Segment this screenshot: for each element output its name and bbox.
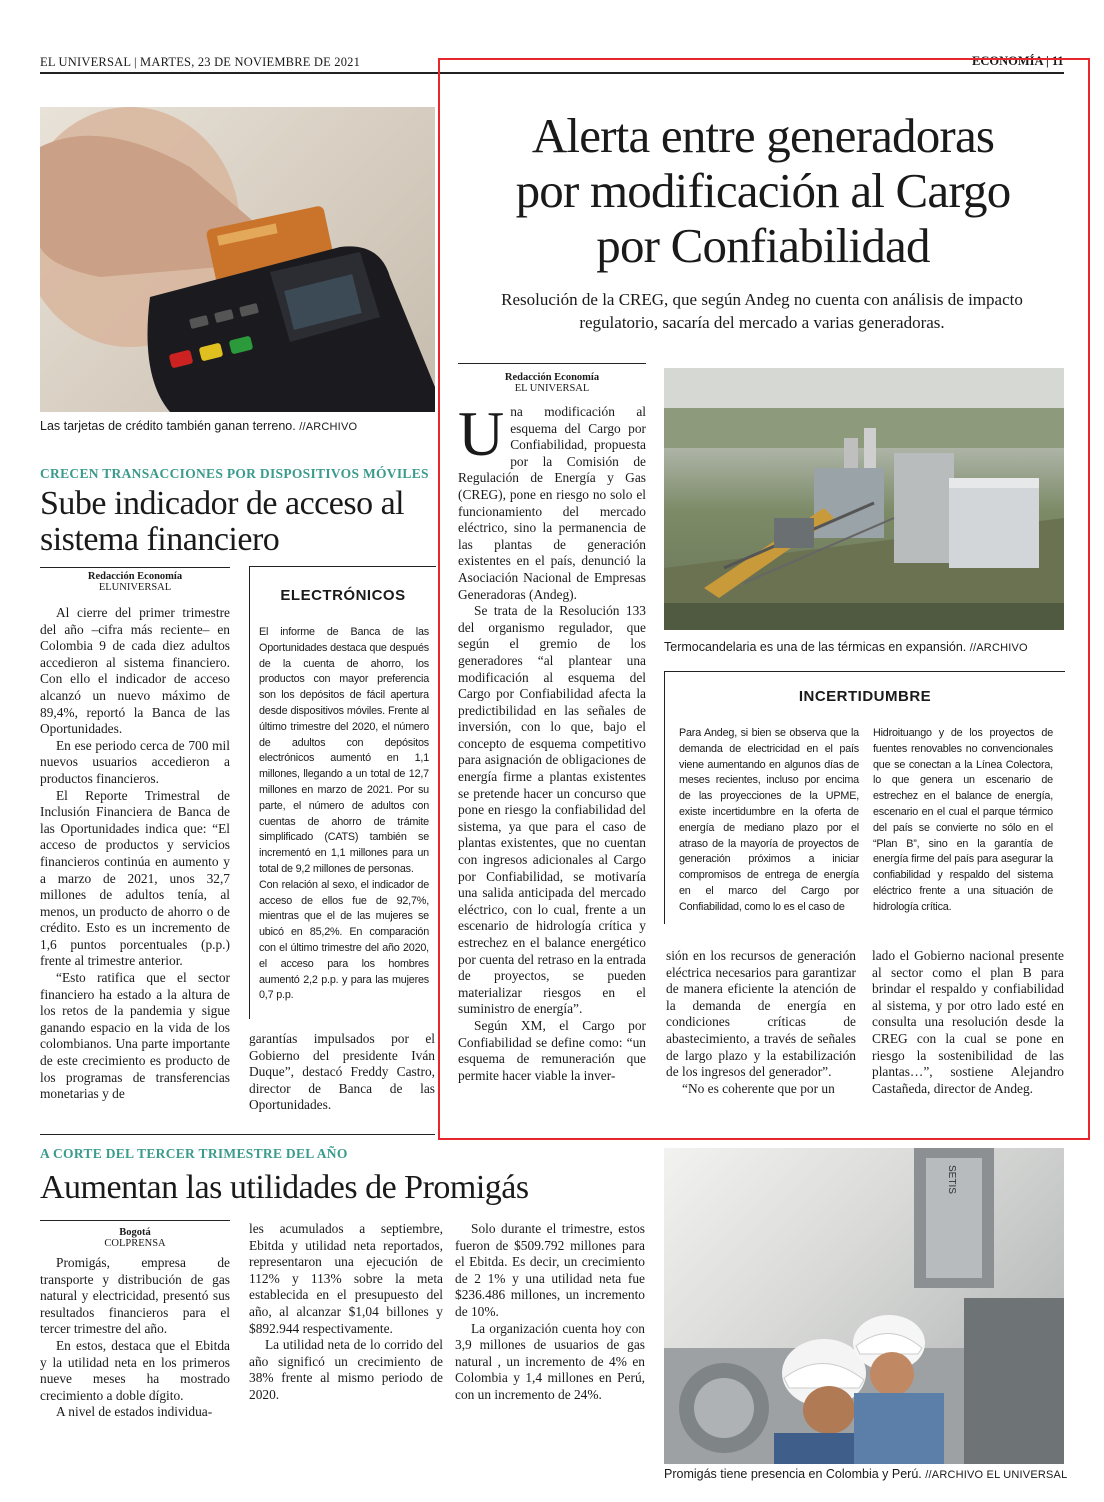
story2-byline [40, 1227, 230, 1249]
headline-line: por Confiabilidad [596, 218, 930, 273]
paragraph: les acumulados a septiembre, Ebitda y utilidad neta reportados, representaron una ejecución de 112% y 113% sobre la meta establecida en el presupuesto del año, al alcanzar $1,04 billones y $892.944 respectivamente. [249, 1221, 443, 1336]
workers-illustration [664, 1148, 1064, 1464]
paragraph: Promigás, empresa de transporte y distribución de gas natural y electricidad, presentó sus resultados financieros para el tercer trimestre del año. [40, 1255, 230, 1337]
incertidumbre-box [664, 671, 1065, 924]
page-header-right: ECONOMÍA | 11 [972, 54, 1064, 68]
box-title: ELECTRÓNICOS [280, 587, 406, 604]
paragraph [458, 398, 646, 603]
power-plant-photo [664, 368, 1064, 630]
box-column-1 [679, 726, 859, 916]
paragraph: Se trata de la Resolución 133 del organismo regulador, que según el gremio de los generadores “al plantear una modificación al esquema del Cargo por Confiabilidad afecta la predictibilidad en las señales de inversión, con lo que, bajo el concepto de esquema competitivo para asignación de obligaciones de energía firme a plantas existentes se pretende hacer un concurso que pone en riesgo la confiabilidad del sistema, ya que para el caso de plantas existentes, que no cuentan con ingresos adicionales al Cargo por Confiabilidad, se motivaría una salida anticipada del mercado eléctrico, con lo cual, frente a un escenario de hidrología crítica y estrechez en el balance energético por cuenta del retraso en la entrada de proyectos, se pueden materializar riesgos en el suministro de energía”. [458, 603, 646, 1017]
byline-org: ELUNIVERSAL [98, 582, 172, 593]
box-title: INCERTIDUMBRE [798, 688, 932, 705]
main-deck: Resolución de la CREG, que según Andeg no cuenta con análisis de impacto regulatorio, sacaría del mercado a varias generadoras. [501, 290, 1023, 332]
headline-line: por modificación al Cargo [515, 163, 1011, 218]
paragraph: lado el Gobierno nacional presente al sector como el plan B para brindar el respaldo y confiabilidad al sistema, y por otro lado esté en consulta una resolución desde la CREG con la cual se pone en riesgo la sostenibilidad de las plantas…”, sostiene Alejandro Castañeda, director de Andeg. [872, 948, 1064, 1096]
story2-column-3 [455, 1221, 645, 1404]
lead-text: na modificación al esquema del Cargo por Confiabilidad, propuesta por la Comisión de Regulación de Energía y Gas (CREG), pone en riesgo no solo el funcionamiento del mercado eléctrico, sino la permanencia de las plantas de generación existentes en el país, denunció la Asociación Nacional de Empresas Generadoras (Andeg). [458, 404, 646, 602]
card-photo-caption [40, 419, 357, 433]
page-header-left: EL UNIVERSAL | MARTES, 23 DE NOVIEMBRE DE 2021 [40, 55, 361, 69]
paragraph: El Reporte Trimestral de Inclusión Financiera de Banca de las Oportunidades indica que: “El acceso de productos y servicios financieros continúa en aumento y a marzo de 2021, unos 32,7 millones de adultos tenía, al menos, un producto de ahorro o de crédito. Esto es un incremento de 1,6 puntos porcentuales (p.p.) frente al trimestre anterior. [40, 787, 230, 969]
story2-column-2 [249, 1221, 443, 1404]
story1-kicker: CRECEN TRANSACCIONES POR DISPOSITIVOS MÓVILES [40, 466, 429, 481]
box-body [259, 625, 429, 1004]
paragraph: sión en los recursos de generación eléctrica necesarios para garantizar de manera eficiente la atención de la demanda de energía en condiciones críticas de abastecimiento, a través de señales de largo plazo y la estabilización de los ingresos del generador”. [666, 948, 856, 1080]
caption-text: Promigás tiene presencia en Colombia y Perú. [664, 1467, 922, 1481]
electronicos-box [249, 566, 436, 1019]
paragraph: Al cierre del primer trimestre del año –cifra más reciente– en Colombia 9 de cada diez adultos accedieron al sistema financiero. Con ello el indicador de acceso alcanzó un nuevo máximo de 89,4%, reportó la Banca de las Oportunidades. [40, 605, 230, 737]
box-paragraph: El informe de Banca de las Oportunidades destaca que después de la cuenta de ahorro, los productos con mayor preferencia son los depósitos de fácil apertura desde dispositivos móviles. Frente al último trimestre del 2020, el número de adultos con depósitos electrónicos aumentó en 1,1 millones, llegando a un total de 12,7 millones en marzo de 2021. Por su parte, el número de adultos con cuentas de ahorro de trámite simplificado (CATS) también se incrementó en 1,1 millones para un total de 9,2 millones de personas. [259, 626, 429, 875]
main-column-3 [872, 948, 1064, 1097]
byline-name: Redacción Economía [504, 372, 600, 383]
caption-credit: //ARCHIVO [969, 642, 1028, 654]
paragraph: garantías impulsados por el Gobierno del presidente Iván Duque”, destacó Freddy Castro, director de Banca de las Oportunidades. [249, 1031, 435, 1113]
byline-org: EL UNIVERSAL [514, 383, 590, 394]
card-payment-photo [40, 107, 435, 412]
caption-credit: //ARCHIVO EL UNIVERSAL [925, 1469, 1068, 1481]
paragraph: A nivel de estados individua- [56, 1404, 213, 1420]
paragraph: La organización cuenta hoy con 3,9 millones de usuarios de gas natural , un incremento de 4% en Colombia y 1,4 millones en Perú, con un incremento de 24%. [455, 1320, 645, 1402]
workers-photo-caption [664, 1467, 1067, 1481]
story1-byline-rule [40, 567, 230, 568]
story1-column-1 [40, 605, 230, 1103]
story2-byline-rule [40, 1220, 230, 1221]
section-rule [40, 1134, 435, 1135]
caption-credit: //ARCHIVO [299, 421, 358, 433]
main-headline [452, 108, 1074, 273]
drop-cap: U [458, 398, 505, 469]
byline-name: Redacción Economía [87, 571, 183, 582]
payment-terminal-illustration [40, 107, 435, 412]
main-byline [458, 372, 646, 394]
paragraph: En ese periodo cerca de 700 mil nuevos usuarios accedieron a productos financieros. [40, 737, 230, 786]
paragraph: “Esto ratifica que el sector financiero ha estado a la altura de los retos de la pandemia y sigue ganando espacio en la vida de los colombianos. Una parte importante de este crecimiento es producto de los programas de transferencias monetarias y de [40, 970, 230, 1102]
main-column-2 [666, 948, 856, 1097]
box-paragraph: Hidroituango y de los proyectos de fuentes renovables no convencionales que se conectan a la Línea Colectora, lo que genera un escenario de estrechez en el balance de energía, escenario en el cual el parque térmico del país se convierte no sólo en el “Plan B”, sino en la garantía de energía firme del país para asegurar la confiabilidad y respaldo del sistema eléctrico frente a una situación de hidrología crítica. [873, 727, 1053, 913]
story2-headline: Aumentan las utilidades de Promigás [40, 1169, 529, 1206]
story1-byline [40, 571, 230, 593]
box-column-2 [873, 726, 1053, 916]
story2-kicker: A CORTE DEL TERCER TRIMESTRE DEL AÑO [40, 1146, 348, 1161]
story1-column-2-end [249, 1031, 435, 1114]
byline-org: COLPRENSA [104, 1238, 166, 1249]
valve-label: SETIS [946, 1165, 957, 1194]
main-photo-caption [664, 640, 1028, 654]
caption-text: Termocandelaria es una de las térmicas en expansión. [664, 640, 967, 654]
caption-text: Las tarjetas de crédito también ganan terreno. [40, 419, 296, 433]
power-plant-illustration [664, 368, 1064, 630]
paragraph: “No es coherente que por un [682, 1080, 835, 1096]
box-paragraph: Para Andeg, si bien se observa que la demanda de electricidad en el país viene aumentando en algunos días de meses recientes, incluso por encima de las proyecciones de la UPME, existe incertidumbre en la oferta de energía de mediano plazo por el atraso de la mayoría de proyectos de generación próximos a iniciar compromisos de entrega de energía en el marco del Cargo por Confiabilidad, como lo es el caso de [679, 727, 859, 913]
paragraph: La utilidad neta de lo corrido del año significó un crecimiento de 38% frente al mismo periodo de 2020. [249, 1337, 443, 1402]
paragraph: Solo durante el trimestre, estos fueron de $509.792 millones para el Ebitda. Es decir, un crecimiento de 2 1% y una utilidad neta fue $236.486 millones, un incremento de 10%. [455, 1221, 645, 1319]
paragraph: En estos, destaca que el Ebitda y la utilidad neta en los primeros nueve meses ha mostrado crecimiento a doble dígito. [40, 1337, 230, 1403]
byline-name: Bogotá [119, 1227, 151, 1238]
main-byline-rule [458, 363, 646, 364]
story2-column-1 [40, 1255, 230, 1421]
paragraph: Según XM, el Cargo por Confiabilidad se define como: “un esquema de remuneración que permite hacer viable la inver- [458, 1017, 646, 1083]
box-paragraph: Con relación al sexo, el indicador de acceso de ellos fue de 92,7%, mientras que el de las mujeres se ubicó en 85,2%. En comparación con el último trimestre del año 2020, el acceso para los hombres aumentó 2,2 p.p. y para las mujeres 0,7 p.p. [259, 878, 429, 1002]
story1-headline: Sube indicador de acceso al sistema financiero [40, 485, 405, 558]
main-column-1 [458, 398, 646, 1084]
workers-photo [664, 1148, 1064, 1464]
headline-line: Alerta entre generadoras [531, 108, 995, 163]
